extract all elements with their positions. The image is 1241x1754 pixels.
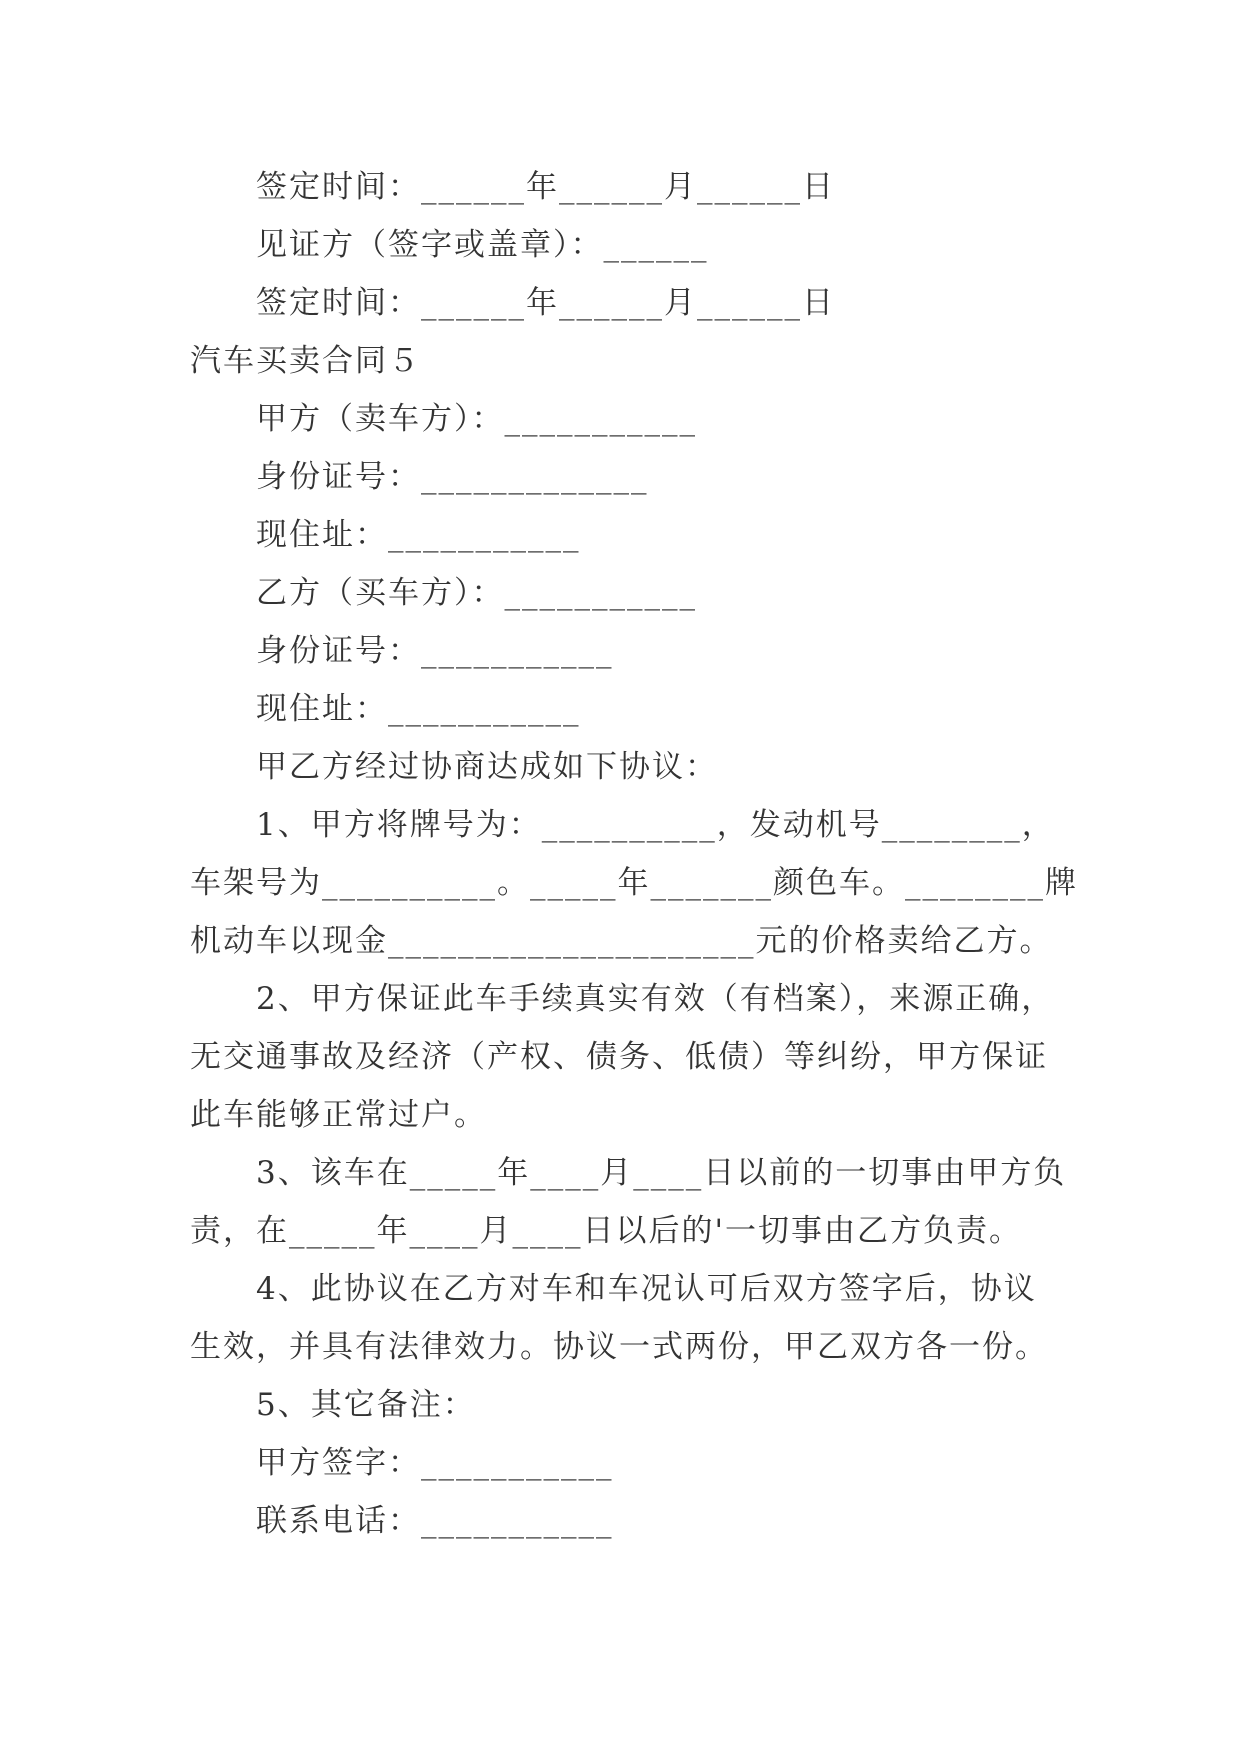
party-a-id-line: 身份证号：_____________	[256, 459, 649, 495]
clause-2	[190, 970, 1070, 1144]
party-b-id-line: 身份证号：___________	[256, 633, 614, 669]
party-a-line: 甲方（卖车方）：___________	[256, 401, 697, 437]
witness-line: 见证方（签字或盖章）：______	[256, 227, 709, 263]
contact-phone-line: 联系电话：___________	[256, 1503, 614, 1539]
clause-3-row: 3、该车在_____年____月____日以前的一切事由甲方负	[256, 1155, 1067, 1191]
clause-4-row: 4、此协议在乙方对车和车况认可后双方签字后，协议	[256, 1271, 1037, 1307]
signing-date-line-1: 签定时间：______年______月______日	[256, 169, 835, 205]
clause-3	[190, 1144, 1070, 1260]
clause-1-row: 1、甲方将牌号为：__________，发动机号________，	[256, 807, 1055, 843]
agreement-intro: 甲乙方经过协商达成如下协议：	[256, 749, 718, 785]
clause-1-row: 机动车以现金_____________________元的价格卖给乙方。	[190, 923, 1053, 959]
clause-4	[190, 1260, 1070, 1376]
contract-title: 汽车买卖合同５	[190, 343, 421, 379]
clause-4-row: 生效，并具有法律效力。协议一式两份，甲乙双方各一份。	[190, 1329, 1048, 1365]
other-notes-line: 5、其它备注：	[256, 1387, 476, 1423]
party-b-address-line: 现住址：___________	[256, 691, 581, 727]
party-b-line: 乙方（买车方）：___________	[256, 575, 697, 611]
clause-2-row: 2、甲方保证此车手续真实有效（有档案），来源正确，	[256, 981, 1055, 1017]
party-a-signature-line: 甲方签字：___________	[256, 1445, 614, 1481]
clause-3-row: 责，在_____年____月____日以后的'一切事由乙方负责。	[190, 1213, 1023, 1249]
clause-2-row: 无交通事故及经济（产权、债务、低债）等纠纷，甲方保证	[190, 1039, 1048, 1075]
signing-date-line-2: 签定时间：______年______月______日	[256, 285, 835, 321]
clause-1-row: 车架号为__________。_____年_______颜色车。________牌	[190, 865, 1078, 901]
clause-2-row: 此车能够正常过户。	[190, 1097, 487, 1133]
document-page	[190, 158, 1078, 1550]
party-a-address-line: 现住址：___________	[256, 517, 581, 553]
clause-1	[190, 796, 1078, 970]
